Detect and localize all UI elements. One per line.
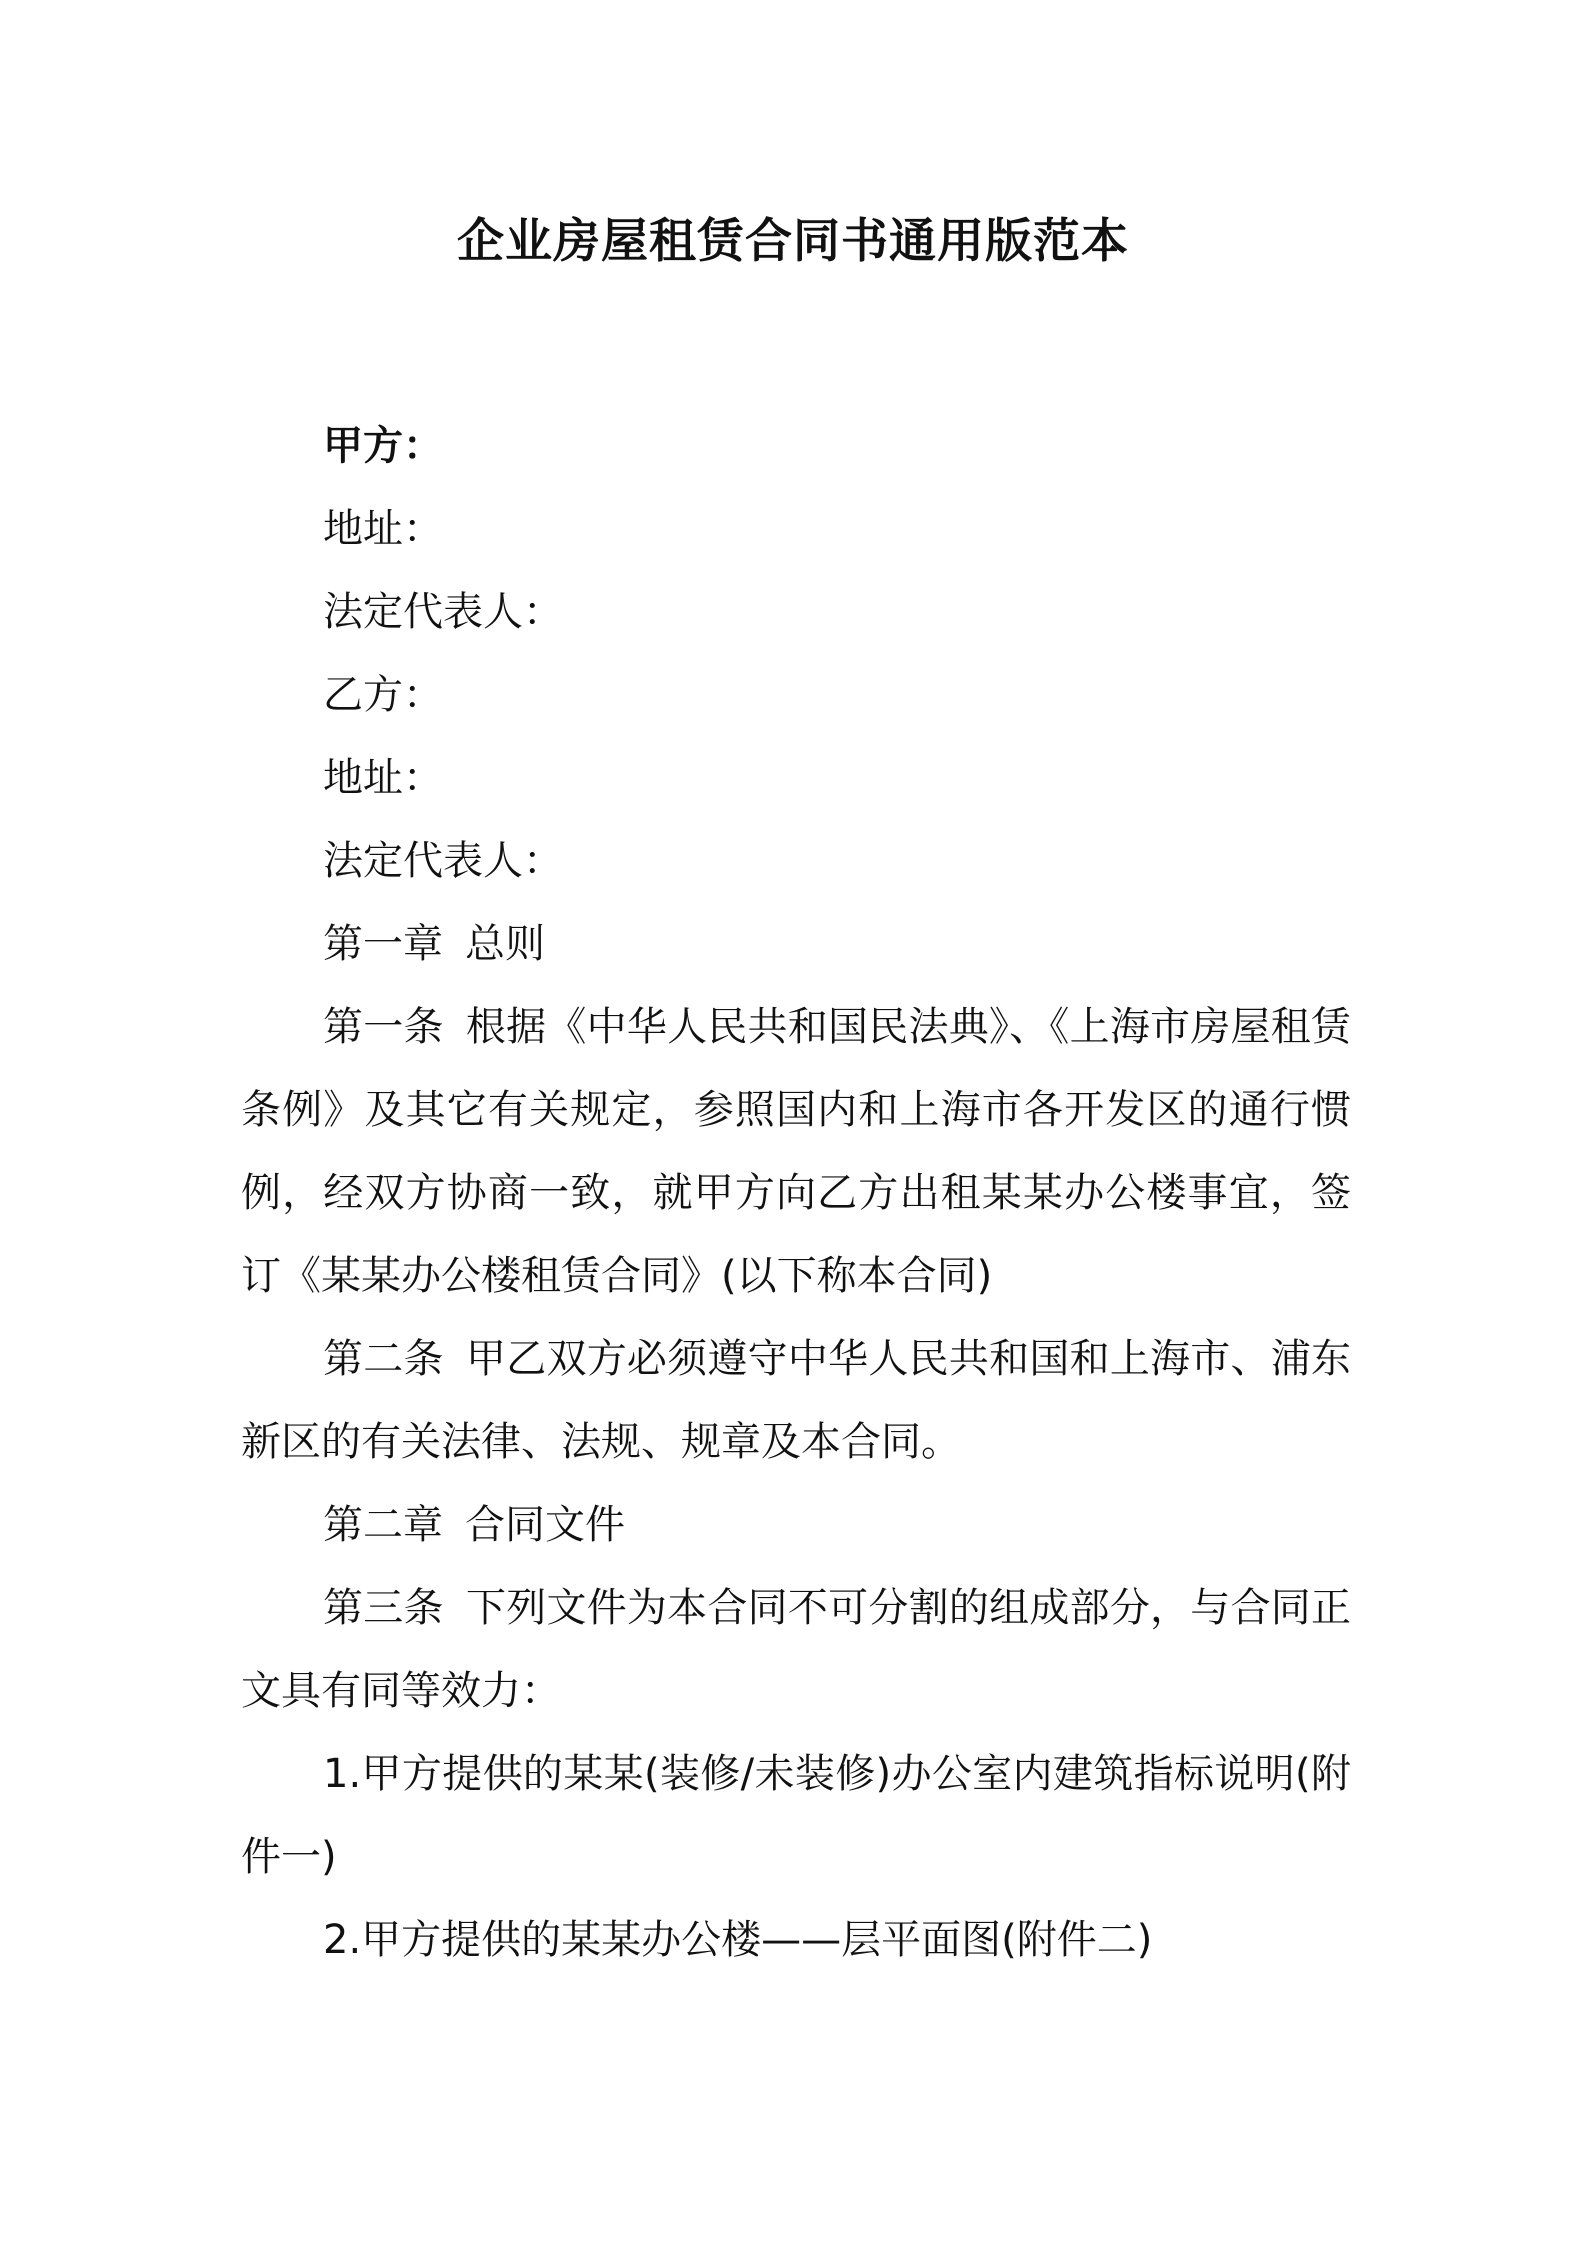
chapter-2-heading [241,1484,1351,1567]
article-3-text: 下列文件为本合同不可分割的组成部分，与合同正文具有同等效力： [241,1585,1352,1714]
list-item: 1.甲方提供的某某(装修/未装修)办公室内建筑指标说明(附件一) [241,1751,1351,1880]
party-b-address-label: 地址： [323,755,443,801]
article-2-text: 甲乙双方必须遵守中华人民共和国和上海市、浦东新区的有关法律、法规、规章及本合同。 [241,1336,1352,1465]
party-a-legal-rep-field [241,571,1351,654]
party-a-address-field [241,488,1351,571]
party-a-legal-rep-label: 法定代表人： [323,589,563,635]
chapter-1-number: 第一章 [323,921,443,967]
chapter-1-title: 总则 [465,921,545,967]
document-body [241,405,1351,1982]
list-item: 2.甲方提供的某某办公楼——层平面图(附件二) [323,1917,1153,1963]
party-b-legal-rep-field [241,820,1351,903]
chapter-2-title: 合同文件 [465,1502,625,1548]
article-1 [241,986,1351,1318]
article-3 [241,1567,1351,1733]
article-2 [241,1318,1351,1484]
party-b-address-field [241,737,1351,820]
chapter-1-heading [241,903,1351,986]
article-3-number: 第三条 [323,1585,444,1631]
party-b-name-label: 乙方： [323,672,443,718]
article-2-number: 第二条 [323,1336,444,1382]
article-1-text: 根据《中华人民共和国民法典》、《上海市房屋租赁条例》及其它有关规定，参照国内和上海市各开发区的通行惯例，经双方协商一致，就甲方向乙方出租某某办公楼事宜，签订《某某办公楼租赁合同》(以下称本合同) [241,1004,1352,1299]
party-b-legal-rep-label: 法定代表人： [323,838,563,884]
chapter-2-number: 第二章 [323,1502,443,1548]
party-a-name-field [241,405,1351,488]
party-a-name-label: 甲方： [323,423,443,469]
document-title: 企业房屋租赁合同书通用版范本 [457,214,1129,269]
party-a-address-label: 地址： [323,506,443,552]
article-1-number: 第一条 [323,1004,444,1050]
party-b-name-field [241,654,1351,737]
